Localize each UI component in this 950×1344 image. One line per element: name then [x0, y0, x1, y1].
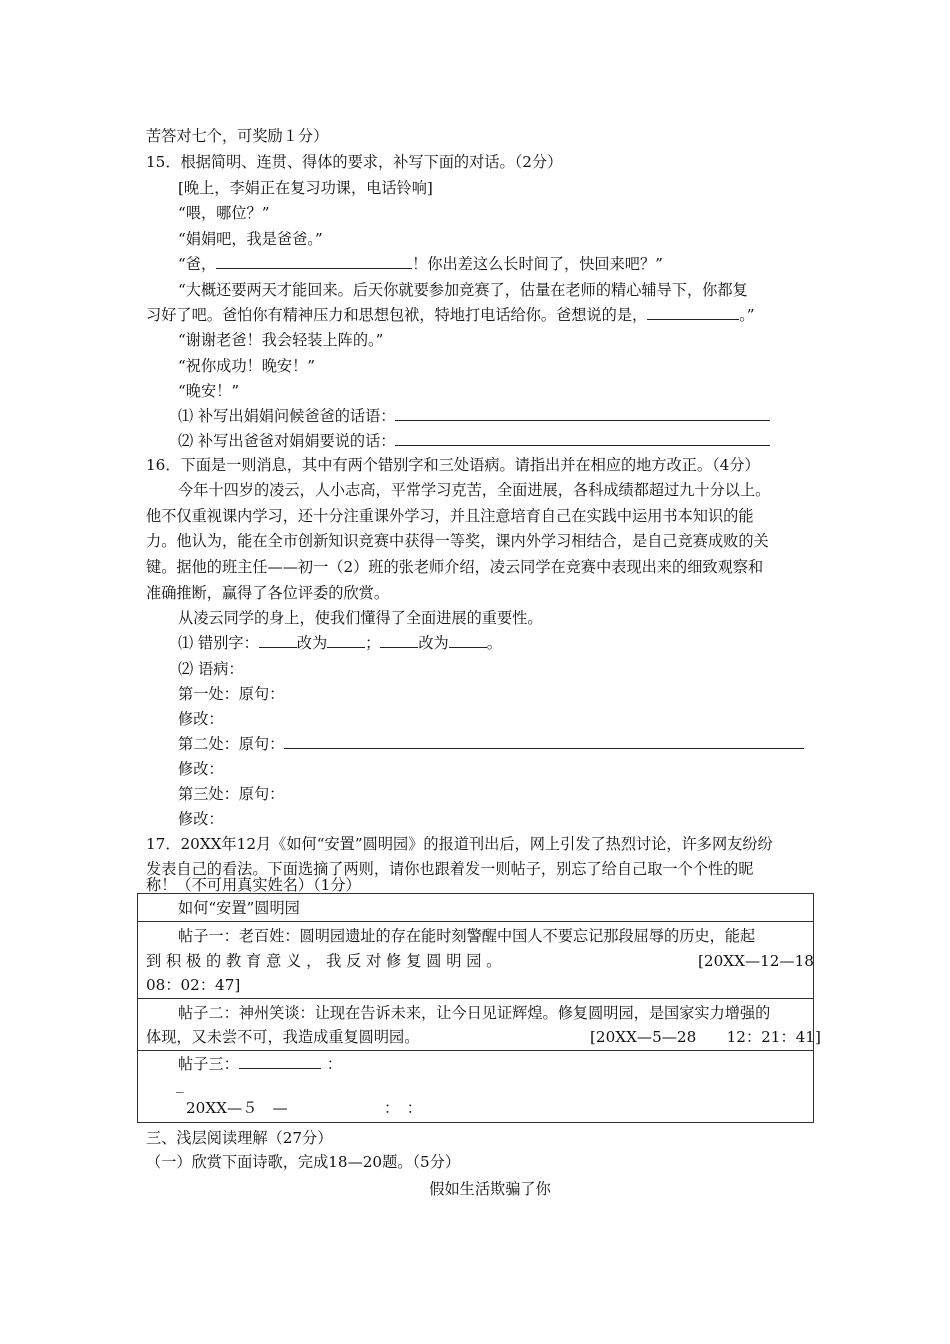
- q15-sub-1-answer-line[interactable]: [395, 406, 770, 421]
- q15-sub-1: [178, 406, 770, 426]
- q15-blank-2[interactable]: [647, 305, 739, 320]
- post-3-date: 20XX—５ —: [186, 1099, 288, 1117]
- question-17-line-2: 发表自己的看法。下面选摘了两则，请你也跟着发一则帖子，别忘了给自己取一个个性的昵: [146, 860, 754, 878]
- q16-error-2-label: 第二处：原句：: [178, 735, 285, 753]
- q15-sub-2-answer-line[interactable]: [395, 431, 770, 446]
- q16-typos: [178, 633, 502, 653]
- q15-dialogue-3-start: “爸，: [178, 255, 217, 273]
- q15-dialogue-3-end: ！你出差这么长时间了，快回来吧？”: [412, 255, 663, 273]
- post-3-nickname-input[interactable]: [239, 1054, 321, 1069]
- q16-passage-line-5: 准确推断，赢得了各位评委的欣赏。: [146, 584, 389, 602]
- q15-dialogue-3: [178, 254, 663, 274]
- q16-typos-change-to-1: 改为: [296, 634, 328, 652]
- poem-title: 假如生活欺骗了你: [429, 1180, 551, 1198]
- q15-dialogue-5: “谢谢老爸！我会轻装上阵的。”: [178, 331, 384, 349]
- q16-error-1-original: 第一处：原句：: [178, 685, 285, 703]
- post-1-line-1: 帖子一：老百姓：圆明园遗址的存在能时刻警醒中国人不要忘记那段屈辱的历史，能起: [178, 927, 756, 945]
- post-3-colon: ：: [326, 1055, 342, 1073]
- q16-passage-line-6: 从凌云同学的身上，使我们懂得了全面进展的重要性。: [178, 609, 543, 627]
- q15-blank-1[interactable]: [216, 254, 412, 269]
- post-1-time-a: [20XX—12—18: [698, 952, 814, 970]
- q16-errors-label: ⑵ 语病：: [178, 660, 244, 678]
- q15-dialogue-7: “晚安！”: [178, 382, 240, 400]
- q16-typos-end: 。: [486, 634, 502, 652]
- post-2-line-2: 体现，又未尝不可，我造成重复圆明园。: [146, 1028, 420, 1046]
- q16-passage-line-1: 今年十四岁的凌云，人小志高，平常学习克苦，全面进展，各科成绩都超过九十分以上。: [178, 481, 771, 499]
- q15-sub-1-label: ⑴ 补写出娟娟问候爸爸的话语：: [178, 407, 396, 425]
- q15-dialogue-4-line1: “大概还要两天才能回来。后天你就要参加竞赛了，估量在老师的精心辅导下，你都复: [178, 281, 748, 299]
- question-16-heading: 16．下面是一则消息，其中有两个错别字和三处语病。请指出并在相应的地方改正。（4分）: [146, 456, 760, 474]
- post-2-line-1: 帖子二：神州笑谈：让现在告诉未来，让今日见证辉煌。修复圆明园，是国家实力增强的: [178, 1004, 771, 1022]
- section-3-title: 三、浅层阅读理解（27分）: [146, 1129, 333, 1147]
- q15-dialogue-4-end: 。”: [739, 306, 755, 324]
- q16-typo-1-original[interactable]: [259, 633, 297, 648]
- post-1-line-2: 到 积 极 的 教 育 意 义 ， 我 反 对 修 复 圆 明 园 。: [146, 952, 502, 970]
- post-2-time: [20XX—5—28 12：21：41]: [590, 1028, 821, 1046]
- table-divider-3: [138, 1050, 813, 1051]
- q16-error-3-original: 第三处：原句：: [178, 785, 285, 803]
- table-divider-1: [138, 921, 813, 922]
- q16-error-1-fix: 修改：: [178, 710, 224, 728]
- q16-typo-1-corrected[interactable]: [327, 633, 365, 648]
- post-3-line-1: [178, 1054, 342, 1074]
- q16-passage-line-3: 力。他认为，能在全市创新知识竞赛中获得一等奖，课内外学习相结合，是自己竞赛成败的关: [146, 532, 769, 550]
- forum-posts-table: [137, 893, 821, 1123]
- q16-passage-line-4: 键。据他的班主任——初一（2）班的张老师介绍，凌云同学在竞赛中表现出来的细致观察和: [146, 558, 764, 576]
- q16-typo-2-corrected[interactable]: [449, 633, 487, 648]
- q16-error-3-fix: 修改：: [178, 810, 224, 828]
- post-3-time: ： ：: [384, 1099, 422, 1117]
- q16-typo-2-original[interactable]: [380, 633, 418, 648]
- q16-error-2-fix: 修改：: [178, 760, 224, 778]
- continued-note: 苦答对七个，可奖励１分）: [146, 127, 329, 145]
- q15-dialogue-2: “娟娟吧，我是爸爸。”: [178, 230, 323, 248]
- q15-dialogue-4-line2: [146, 305, 755, 325]
- post-3-content-line[interactable]: _: [176, 1075, 184, 1093]
- q15-scene: [晚上，李娟正在复习功课，电话铃响]: [178, 179, 433, 197]
- question-15-heading: 15．根据简明、连贯、得体的要求，补写下面的对话。（2分）: [146, 153, 563, 171]
- q16-passage-line-2: 他不仅重视课内学习，还十分注重课外学习，并且注意培育自己在实践中运用书本知识的能: [146, 507, 754, 525]
- post-3-label: 帖子三：: [178, 1055, 239, 1073]
- table-title: 如何“安置”圆明园: [178, 899, 300, 917]
- question-17-line-1: 17．20XX年12月《如何“安置”圆明园》的报道刊出后，网上引发了热烈讨论，许多网友纷纷: [146, 835, 773, 853]
- q16-typos-sep: ；: [365, 634, 381, 652]
- q16-typos-label: ⑴ 错别字：: [178, 634, 259, 652]
- q15-dialogue-4-text: 习好了吧。爸怕你有精神压力和思想包袱，特地打电话给你。爸想说的是，: [146, 306, 648, 324]
- q16-typos-change-to-2: 改为: [418, 634, 449, 652]
- q15-sub-2: [178, 431, 770, 451]
- q16-error-2-original: [178, 734, 804, 754]
- q15-dialogue-1: “喂，哪位？”: [178, 204, 270, 222]
- section-3-part-1: （一）欣赏下面诗歌，完成18—20题。（5分）: [146, 1153, 461, 1171]
- q15-dialogue-6: “祝你成功！晚安！”: [178, 357, 316, 375]
- post-1-time-b: 08：02：47]: [146, 976, 241, 994]
- q16-error-2-answer-line[interactable]: [284, 734, 804, 749]
- table-divider-2: [138, 998, 813, 999]
- q15-sub-2-label: ⑵ 补写出爸爸对娟娟要说的话：: [178, 432, 396, 450]
- question-17-line-3: 称！（不可用真实姓名）（1分）: [146, 876, 361, 894]
